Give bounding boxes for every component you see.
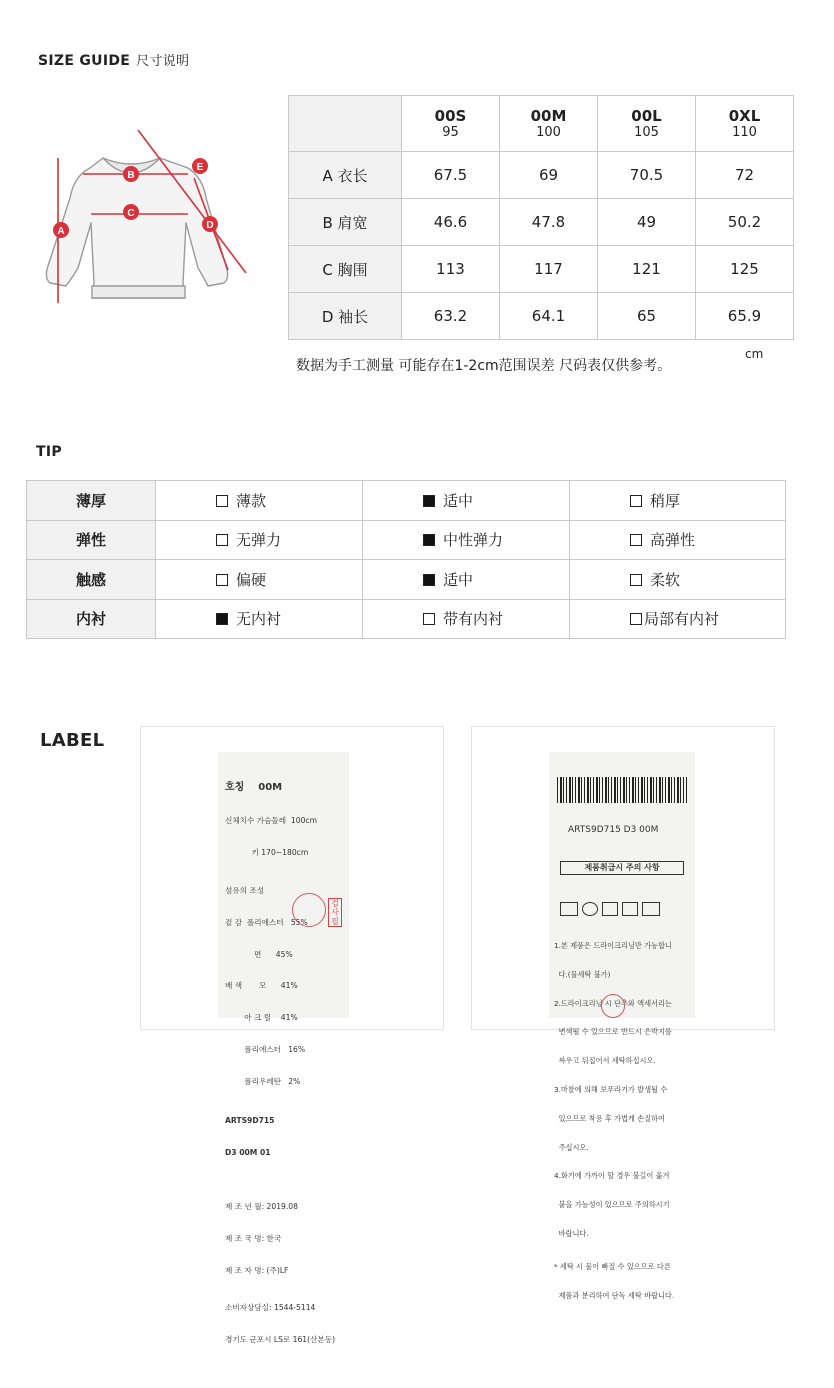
size-guide-title-cn: 尺寸说明 [136, 54, 190, 69]
label-photo-frame-2 [471, 726, 775, 1300]
care-label-line: 있으므로 착용 후 가볍게 손질하여 [554, 1113, 665, 1123]
tip-option-label: 柔软 [650, 570, 681, 589]
tip-option [363, 599, 570, 639]
size-number: 100 [536, 125, 561, 140]
size-cell: 46.6 [402, 199, 500, 246]
size-guide-title-en: SIZE GUIDE [38, 53, 131, 69]
size-header-row [289, 96, 794, 152]
tip-option [363, 520, 570, 560]
care-label-line: 제 조 국 명: 한국 [225, 1233, 282, 1243]
sweater-hem-shape [92, 286, 185, 298]
checkbox-checked-icon [423, 495, 435, 507]
barcode [557, 777, 687, 803]
size-cell: 67.5 [402, 152, 500, 199]
size-cell: 125 [696, 246, 794, 293]
care-label-line: * 세탁 시 물이 빠질 수 있으므로 다른 [554, 1261, 671, 1271]
checkbox-icon [630, 574, 642, 586]
care-label-line: 호칭 00M [225, 782, 283, 794]
care-label-line: 다.(물세탁 불가) [554, 969, 611, 979]
tip-table [26, 480, 786, 639]
size-cell: 64.1 [500, 293, 598, 340]
care-label-line: 폴리에스터 16% [225, 1044, 306, 1054]
size-row-a [289, 152, 794, 199]
checkbox-icon [630, 613, 642, 625]
tip-option-label: 适中 [443, 570, 474, 589]
marker-e: E [196, 162, 204, 173]
size-cell: 49 [598, 199, 696, 246]
care-label-line: 2.드라이크리닝 시 단추와 액세서리는 [554, 998, 672, 1008]
tip-row-label: 薄厚 [27, 481, 156, 521]
size-row-d [289, 293, 794, 340]
label-title: LABEL [40, 730, 105, 751]
checkbox-icon [216, 534, 228, 546]
tip-option-label: 无内衬 [236, 610, 282, 629]
care-label-line: 소비자상담실: 1544-5114 [225, 1303, 316, 1313]
tip-option [570, 520, 786, 560]
size-cell: 72 [696, 152, 794, 199]
size-table [288, 95, 794, 340]
care-label-line: 4.화기에 가까이 할 경우 불길이 옮겨 [554, 1171, 670, 1181]
size-cell: 70.5 [598, 152, 696, 199]
tip-option [363, 481, 570, 521]
size-cell: 121 [598, 246, 696, 293]
size-cell: 50.2 [696, 199, 794, 246]
size-number: 110 [732, 125, 757, 140]
tip-option-label: 无弹力 [236, 531, 282, 550]
checkbox-checked-icon [423, 534, 435, 546]
tip-option [570, 599, 786, 639]
tip-title: TIP [36, 444, 62, 460]
care-label-line: ARTS9D715 [225, 1116, 275, 1126]
checkbox-icon [216, 495, 228, 507]
checkbox-icon [630, 495, 642, 507]
label-photo-frame-1 [140, 726, 444, 1345]
size-number: 105 [634, 125, 659, 140]
care-label-line: 바랍니다. [554, 1228, 589, 1238]
marker-b: B [127, 170, 135, 181]
size-row-label: B 肩宽 [289, 199, 402, 246]
stamp-icon [601, 994, 625, 1018]
tip-option [156, 599, 363, 639]
care-label-2 [549, 752, 695, 1300]
tip-option [570, 481, 786, 521]
tip-row-label: 弹性 [27, 520, 156, 560]
tip-option [570, 560, 786, 600]
size-row-label: D 袖长 [289, 293, 402, 340]
size-row-c [289, 246, 794, 293]
checkbox-checked-icon [216, 613, 228, 625]
care-label-line: 제품과 분리하여 단독 세탁 바랍니다. [554, 1290, 675, 1300]
care-label-line: 싸우고 뒤집어서 세탁하십시오. [554, 1056, 656, 1066]
care-label-line: 면 45% [225, 949, 293, 959]
size-code: 00L [631, 107, 662, 125]
care-label-line: 키 170~180cm [225, 848, 309, 858]
measurement-note: 数据为手工测量 可能存在1-2cm范围误差 尺码表仅供参考。 [296, 358, 672, 374]
tip-row-thickness [27, 481, 786, 521]
care-label-line: 섬유의 조성 [225, 885, 265, 895]
tip-option-label: 适中 [443, 491, 474, 510]
care-label-line: 붙을 가능성이 있으므로 주의하시기 [554, 1200, 670, 1210]
care-label-line: 신체치수 가슴둘레 100cm [225, 816, 317, 826]
inspection-stamp: 검사필 [328, 898, 342, 927]
tip-option-label: 稍厚 [650, 491, 681, 510]
care-label-line: 변색될 수 있으므로 반드시 은박지를 [554, 1027, 672, 1037]
care-label-code: ARTS9D715 D3 00M [568, 825, 659, 836]
tip-row-texture [27, 560, 786, 600]
size-row-label: C 胸围 [289, 246, 402, 293]
size-col-0xl [696, 96, 794, 152]
size-code: 0XL [728, 107, 761, 125]
size-row-b [289, 199, 794, 246]
size-guide-title [38, 50, 189, 69]
tip-option [156, 520, 363, 560]
tip-option [156, 481, 363, 521]
size-code: 00M [530, 107, 567, 125]
tip-option-label: 薄款 [236, 491, 267, 510]
care-label-line: 폴리우레탄 2% [225, 1076, 301, 1086]
care-label-line: 제 조 년 월: 2019.08 [225, 1201, 298, 1211]
care-label-1 [218, 752, 349, 1345]
size-cell: 65.9 [696, 293, 794, 340]
tip-option-label: 局部有内衬 [644, 610, 720, 629]
care-label-line: 겉 감 폴리에스터 55% [225, 917, 308, 927]
care-label-line: 1.본 제품은 드라이크리닝만 가능합니 [554, 941, 672, 951]
tip-row-elasticity [27, 520, 786, 560]
marker-c: C [127, 208, 135, 219]
inspection-seal [292, 893, 326, 927]
sweater-diagram [28, 118, 258, 313]
size-number: 95 [442, 125, 459, 140]
checkbox-icon [423, 613, 435, 625]
tip-option-label: 带有内衬 [443, 610, 504, 629]
marker-a: A [57, 226, 65, 237]
size-row-label: A 衣长 [289, 152, 402, 199]
size-cell: 63.2 [402, 293, 500, 340]
care-label-line: 주십시오. [554, 1142, 589, 1152]
checkbox-checked-icon [423, 574, 435, 586]
care-label-line: 배 색 모 41% [225, 981, 298, 991]
size-table-corner [289, 96, 402, 152]
size-col-00l [598, 96, 696, 152]
size-col-00m [500, 96, 598, 152]
care-symbols-icon [560, 902, 690, 916]
size-cell: 113 [402, 246, 500, 293]
tip-option-label: 中性弹力 [443, 531, 504, 550]
size-cell: 47.8 [500, 199, 598, 246]
tip-option [363, 560, 570, 600]
size-code: 00S [434, 107, 467, 125]
tip-option-label: 高弹性 [650, 531, 696, 550]
care-label-heading: 제품취급시 주의 사항 [560, 861, 684, 875]
tip-option [156, 560, 363, 600]
care-label-line: 제 조 자 명: (주)LF [225, 1265, 289, 1275]
care-label-line: 아 크 릴 41% [225, 1013, 298, 1023]
size-col-00s [402, 96, 500, 152]
marker-d: D [206, 220, 214, 231]
tip-option-label: 偏硬 [236, 570, 267, 589]
care-label-line: 경기도 군포시 LS로 161(산본동) [225, 1335, 336, 1345]
unit-label: cm [745, 347, 764, 361]
tip-row-lining [27, 599, 786, 639]
size-cell: 65 [598, 293, 696, 340]
size-cell: 69 [500, 152, 598, 199]
checkbox-icon [630, 534, 642, 546]
tip-row-label: 触感 [27, 560, 156, 600]
size-cell: 117 [500, 246, 598, 293]
tip-row-label: 内衬 [27, 599, 156, 639]
care-label-line: D3 00M 01 [225, 1148, 271, 1158]
checkbox-icon [216, 574, 228, 586]
care-label-line: 3.마찰에 의해 보푸라기가 발생될 수 [554, 1085, 668, 1095]
